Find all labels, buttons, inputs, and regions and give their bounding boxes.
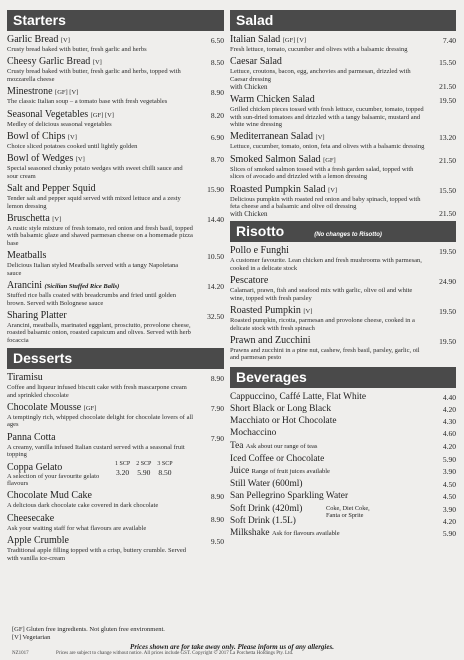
item-title: Cheesecake — [7, 512, 55, 524]
item-title: Caesar Salad — [230, 56, 282, 68]
item-desc: Crusty bread baked with butter, fresh garlic and herbs — [7, 46, 147, 53]
item-title: Mediterranean Salad — [230, 131, 314, 143]
beverage-row — [230, 391, 456, 403]
item-desc: Lettuce, croutons, bacon, egg, anchovies and parmesan, drizzled with Caesar dressing — [230, 68, 411, 83]
item-desc: Traditional apple filling topped with a crisp, buttery crumble. Served with vanilla ice-cream — [7, 547, 187, 562]
menu-item — [7, 280, 224, 307]
beverage-price: 3.90 — [442, 466, 456, 476]
with-chicken-label: with Chicken — [230, 210, 268, 219]
scoop-prices — [115, 461, 173, 477]
with-chicken-option — [230, 83, 456, 91]
item-title: Roasted Pumpkin Salad — [230, 183, 326, 195]
item-title: Chocolate Mud Cake — [7, 490, 92, 502]
beverage-price: 3.90 — [442, 504, 456, 514]
item-title: Pollo e Funghi — [230, 245, 289, 257]
item-name — [230, 94, 456, 106]
item-name — [7, 513, 224, 525]
item-desc: Delicious Italian styled Meatballs served with a tangy Napoletana sauce — [7, 262, 179, 277]
item-price: 15.50 — [439, 185, 456, 195]
beverage-row — [230, 503, 456, 519]
item-desc: A selection of your favourite gelato flavours — [7, 472, 100, 487]
menu-item — [7, 402, 224, 429]
item-tags: [V] — [303, 308, 313, 316]
item-desc: Lettuce, cucumber, tomato, onion, feta and olives with a balsamic dressing — [230, 143, 425, 151]
risotto-heading — [230, 221, 456, 242]
beverage-price: 4.20 — [442, 441, 456, 451]
salad-heading: Salad — [230, 10, 456, 31]
item-desc: A delicious dark chocolate cake covered in dark chocolate — [7, 502, 159, 510]
beverage-row — [230, 515, 456, 527]
item-title: Pescatore — [230, 275, 269, 287]
desserts-list-continued — [7, 490, 224, 562]
item-title: Chocolate Mousse — [7, 401, 82, 413]
item-title: Roasted Pumpkin — [230, 305, 301, 317]
menu-item — [7, 490, 224, 509]
item-desc: Stuffed rice balls coated with breadcrumbs and fried until golden brown. Served with Bolognese sauce — [7, 292, 177, 307]
menu-item — [7, 213, 224, 247]
beverage-row — [230, 415, 456, 427]
item-desc: Medley of delicious seasonal vegetables — [7, 120, 112, 128]
item-price: 9.50 — [210, 537, 224, 547]
menu-item — [230, 305, 456, 332]
menu-item — [7, 372, 224, 399]
item-desc: The classic Italian soup – a tomato base with fresh vegetables — [7, 98, 168, 106]
item-name — [7, 56, 224, 68]
item-desc: Grilled chicken pieces tossed with fresh lettuce, cucumber, tomato, topped with sun-dried tomatoes and drizzled with a tangy balsamic, mustard and white wine dressing — [230, 106, 424, 129]
with-chicken-price: 21.50 — [439, 82, 456, 92]
beverage-name: Iced Coffee or Chocolate — [230, 453, 325, 464]
scoop-option: 2 SCP 5.90 — [136, 460, 152, 477]
item-desc: Crusty bread baked with butter, fresh garlic and herbs, topped with mozzarella cheese — [7, 68, 181, 83]
item-title: Garlic Bread — [7, 34, 59, 45]
item-name — [230, 154, 456, 166]
item-price: 32.50 — [207, 311, 224, 321]
starters-heading: Starters — [7, 10, 224, 31]
item-desc: Calamari, prawn, fish and seafood mix with garlic, olive oil and white wine, topped with fresh parsley — [230, 287, 413, 302]
item-desc: A rustic style mixture of fresh tomato, red onion and fresh basil, topped with balsamic glaze and shaved parmesan cheese on a homemade pizza base — [7, 225, 193, 247]
beverage-row — [230, 427, 456, 439]
risotto-list — [230, 245, 456, 361]
menu-item — [7, 56, 224, 83]
item-desc: Fresh lettuce, tomato, cucumber and olives with a balsamic dressing — [230, 46, 408, 53]
item-title: Minestrone — [7, 86, 53, 98]
beverage-price: 5.90 — [442, 454, 456, 464]
salad-list — [230, 34, 456, 218]
item-desc: Slices of smoked salmon tossed with a fresh garden salad, topped with slices of avocado and drizzled with a lemon dressing — [230, 165, 414, 181]
item-price: 7.90 — [210, 433, 224, 443]
beverage-row — [230, 440, 456, 453]
menu-item — [7, 34, 224, 53]
menu-code: NZ1017 — [12, 651, 29, 656]
beverage-name: Tea — [230, 440, 244, 451]
beverage-name: Still Water (600ml) — [230, 479, 303, 490]
beverage-price: 4.50 — [442, 480, 456, 490]
item-name — [7, 213, 224, 225]
menu-item — [7, 535, 224, 562]
item-name — [7, 183, 224, 195]
item-price: 19.50 — [439, 96, 456, 106]
beverage-price: 4.50 — [442, 492, 456, 502]
beverages-list — [230, 391, 456, 540]
item-price: 6.50 — [210, 36, 224, 45]
menu-item — [7, 131, 224, 150]
item-name — [7, 250, 224, 262]
menu-item — [230, 34, 456, 53]
item-price: 14.20 — [207, 282, 224, 292]
item-title: Prawn and Zucchini — [230, 334, 311, 346]
desserts-list — [7, 372, 224, 458]
menu-item — [7, 109, 224, 128]
beverage-price: 4.20 — [442, 516, 456, 526]
item-tags: [GF] [V] — [282, 37, 307, 44]
softdrink-note: Coke, Diet Coke, Fanta or Sprite — [326, 504, 370, 519]
item-price: 24.90 — [439, 277, 456, 287]
menu-item — [230, 275, 456, 302]
item-tags: [GF] — [83, 404, 97, 412]
with-chicken-price: 21.50 — [439, 209, 456, 219]
item-name — [7, 109, 224, 121]
item-title: Panna Cotta — [7, 431, 56, 443]
menu-item — [230, 335, 456, 362]
menu-item — [230, 56, 456, 91]
item-price: 15.50 — [439, 58, 456, 68]
v-note: [V] Vegetarian — [12, 633, 51, 641]
item-desc: A temptingly rich, whipped chocolate delight for chocolate lovers of all ages — [7, 413, 194, 429]
beverage-row — [230, 465, 456, 478]
item-tags: [GF] — [323, 156, 336, 164]
beverage-note: Ask about our range of teas — [245, 442, 318, 450]
menu-item — [230, 154, 456, 181]
beverages-heading: Beverages — [230, 367, 456, 388]
item-price: 7.90 — [210, 403, 224, 413]
item-tags: [V] — [52, 216, 62, 224]
beverage-row — [230, 453, 456, 465]
beverage-name: San Pellegrino Sparkling Water — [230, 491, 349, 502]
item-title: Italian Salad — [230, 34, 281, 45]
item-name — [7, 153, 224, 165]
item-price: 8.20 — [210, 110, 224, 120]
item-title: Bowl of Wedges — [7, 153, 74, 165]
item-name — [230, 131, 456, 143]
beverage-row — [230, 490, 456, 502]
item-name — [7, 535, 224, 547]
item-price: 8.90 — [210, 88, 224, 98]
item-title: Bruschetta — [7, 213, 50, 225]
menu-item — [7, 310, 224, 344]
item-title: Meatballs — [7, 250, 47, 262]
scoop-option: 3 SCP 8.50 — [157, 460, 173, 477]
beverage-row — [230, 478, 456, 490]
menu-item — [230, 245, 456, 272]
risotto-title: Risotto — [236, 223, 285, 240]
beverage-note: Range of fruit juices available — [251, 467, 330, 475]
beverage-price: 4.60 — [442, 429, 456, 439]
item-desc: Choice sliced potatoes cooked until lightly golden — [7, 143, 138, 151]
item-name — [7, 490, 224, 502]
item-name — [230, 245, 456, 257]
item-price: 10.50 — [207, 252, 224, 262]
gf-note: [GF] Gluten free ingredients. Not gluten free environment. — [12, 626, 165, 633]
item-title: Salt and Pepper Squid — [7, 183, 96, 195]
menu-item — [7, 153, 224, 180]
item-name: Coppa Gelato — [7, 461, 63, 473]
with-chicken-label: with Chicken — [230, 83, 268, 92]
item-desc: A customer favourite. Lean chicken and fresh mushrooms with parmesan, cooked in a delicate stock — [230, 257, 422, 272]
beverage-name: Soft Drink (420ml) — [230, 503, 303, 514]
beverage-price: 4.40 — [442, 392, 456, 402]
item-title: Bowl of Chips — [7, 131, 66, 143]
item-desc: Prawns and zucchini in a pine nut, cashew, fresh basil, parsley, garlic, oil and parmesan pesto — [230, 346, 420, 362]
menu-item — [230, 184, 456, 219]
item-name — [7, 402, 224, 414]
beverage-name: Macchiato or Hot Chocolate — [230, 416, 337, 427]
menu-item-coppa-gelato — [7, 462, 224, 488]
risotto-note: (No changes to Risotto) — [314, 232, 382, 239]
beverage-price: 4.20 — [442, 404, 456, 414]
takeaway-note: Prices shown are for take away only. Please inform us of any allergies. — [130, 643, 334, 651]
footer — [12, 626, 165, 641]
item-tags: [V] — [315, 134, 325, 142]
item-price: 19.50 — [439, 336, 456, 346]
item-price: 19.50 — [439, 247, 456, 257]
item-tags: [V] — [60, 37, 70, 44]
beverage-note: Ask for flavours available — [271, 529, 340, 537]
item-name — [230, 56, 456, 68]
item-title: Apple Crumble — [7, 535, 69, 547]
item-desc: Delicious pumpkin with roasted red onion and baby spinach, topped with feta cheese and a balsamic and olive oil dressing — [230, 195, 421, 211]
item-price: 21.50 — [439, 155, 456, 165]
item-name — [7, 34, 224, 46]
item-tags: [V] — [67, 134, 77, 142]
item-name — [230, 184, 456, 196]
with-chicken-option — [230, 210, 456, 218]
item-tags: [V] — [75, 156, 85, 164]
item-desc: Arancini, meatballs, marinated eggplant, prosciutto, provolone cheese, roasted balsamic onion, roasted capsicum and olives. Served with herb focaccia — [7, 321, 191, 344]
item-desc: Ask your waiting staff for what flavours are available — [7, 524, 147, 532]
item-price: 7.40 — [442, 36, 456, 45]
item-desc: Coffee and liqueur infused biscuit cake with fresh mascarpone cream and sprinkled chocolate — [7, 384, 187, 399]
item-desc: A creamy, vanilla infused Italian custard served with a seasonal fruit topping — [7, 443, 185, 459]
item-title: Warm Chicken Salad — [230, 94, 315, 106]
item-name — [230, 305, 456, 317]
menu-item — [7, 432, 224, 459]
item-tags: [GF] [V] — [90, 111, 114, 119]
item-price: 8.90 — [210, 492, 224, 502]
menu-item — [7, 86, 224, 105]
beverage-name: Short Black or Long Black — [230, 403, 332, 414]
item-name — [7, 131, 224, 143]
item-price: 15.90 — [207, 185, 224, 195]
item-name — [230, 335, 456, 347]
item-tags: [V] — [328, 186, 338, 194]
legal-note: Prices are subject to change without notice. All prices include GST. Copyright © 2017 La Porchetta Holdings Pty. Ltd. — [56, 651, 294, 656]
item-name — [7, 86, 224, 98]
scoop-option: 1 SCP 3.20 — [115, 460, 131, 477]
desserts-heading: Desserts — [7, 348, 224, 369]
item-price: 8.90 — [210, 514, 224, 524]
item-title: Tiramisu — [7, 372, 43, 384]
beverage-row — [230, 403, 456, 415]
right-column — [230, 10, 456, 540]
beverage-name: Milkshake — [230, 527, 270, 538]
item-price: 13.20 — [439, 133, 456, 143]
item-name — [7, 310, 224, 322]
item-desc: Roasted pumpkin, ricotta, parmesan and provolone cheese, cooked in a delicate stock with fresh spinach — [230, 317, 415, 332]
item-name — [230, 34, 456, 46]
item-subtitle: (Sicilian Stuffed Rice Balls) — [44, 283, 120, 291]
item-desc: Tender salt and pepper squid served with mixed lettuce and a zesty lemon dressing — [7, 195, 181, 210]
beverage-price: 5.90 — [442, 528, 456, 538]
beverage-name: Mochaccino — [230, 428, 277, 439]
beverage-name: Soft Drink (1.5L) — [230, 515, 296, 526]
item-title: Sharing Platter — [7, 309, 67, 321]
item-tags: [V] — [92, 59, 102, 67]
beverage-name: Cappuccino, Caffé Latte, Flat White — [230, 391, 367, 402]
item-desc: Special seasoned chunky potato wedges with sweet chilli sauce and sour cream — [7, 165, 183, 180]
item-name — [7, 372, 224, 384]
item-price: 8.50 — [210, 58, 224, 68]
menu-item — [7, 250, 224, 277]
item-title: Arancini — [7, 280, 42, 292]
menu-item — [7, 183, 224, 210]
item-title: Cheesy Garlic Bread — [7, 56, 91, 68]
item-tags: [GF] [V] — [55, 89, 79, 97]
item-title: Smoked Salmon Salad — [230, 153, 321, 165]
item-price: 8.70 — [210, 155, 224, 165]
item-price: 19.50 — [439, 307, 456, 317]
menu-item — [7, 513, 224, 532]
beverage-row — [230, 527, 456, 540]
starters-list — [7, 34, 224, 344]
item-price: 8.90 — [210, 374, 224, 384]
beverage-price: 4.30 — [442, 417, 456, 427]
item-name — [7, 280, 224, 292]
item-title: Seasonal Vegetables — [7, 108, 89, 120]
left-column — [7, 10, 224, 565]
item-price: 6.90 — [210, 133, 224, 143]
beverage-name: Juice — [230, 465, 250, 476]
item-name — [230, 275, 456, 287]
item-price: 14.40 — [207, 215, 224, 225]
item-name — [7, 432, 224, 444]
menu-item — [230, 94, 456, 128]
menu-item — [230, 131, 456, 150]
